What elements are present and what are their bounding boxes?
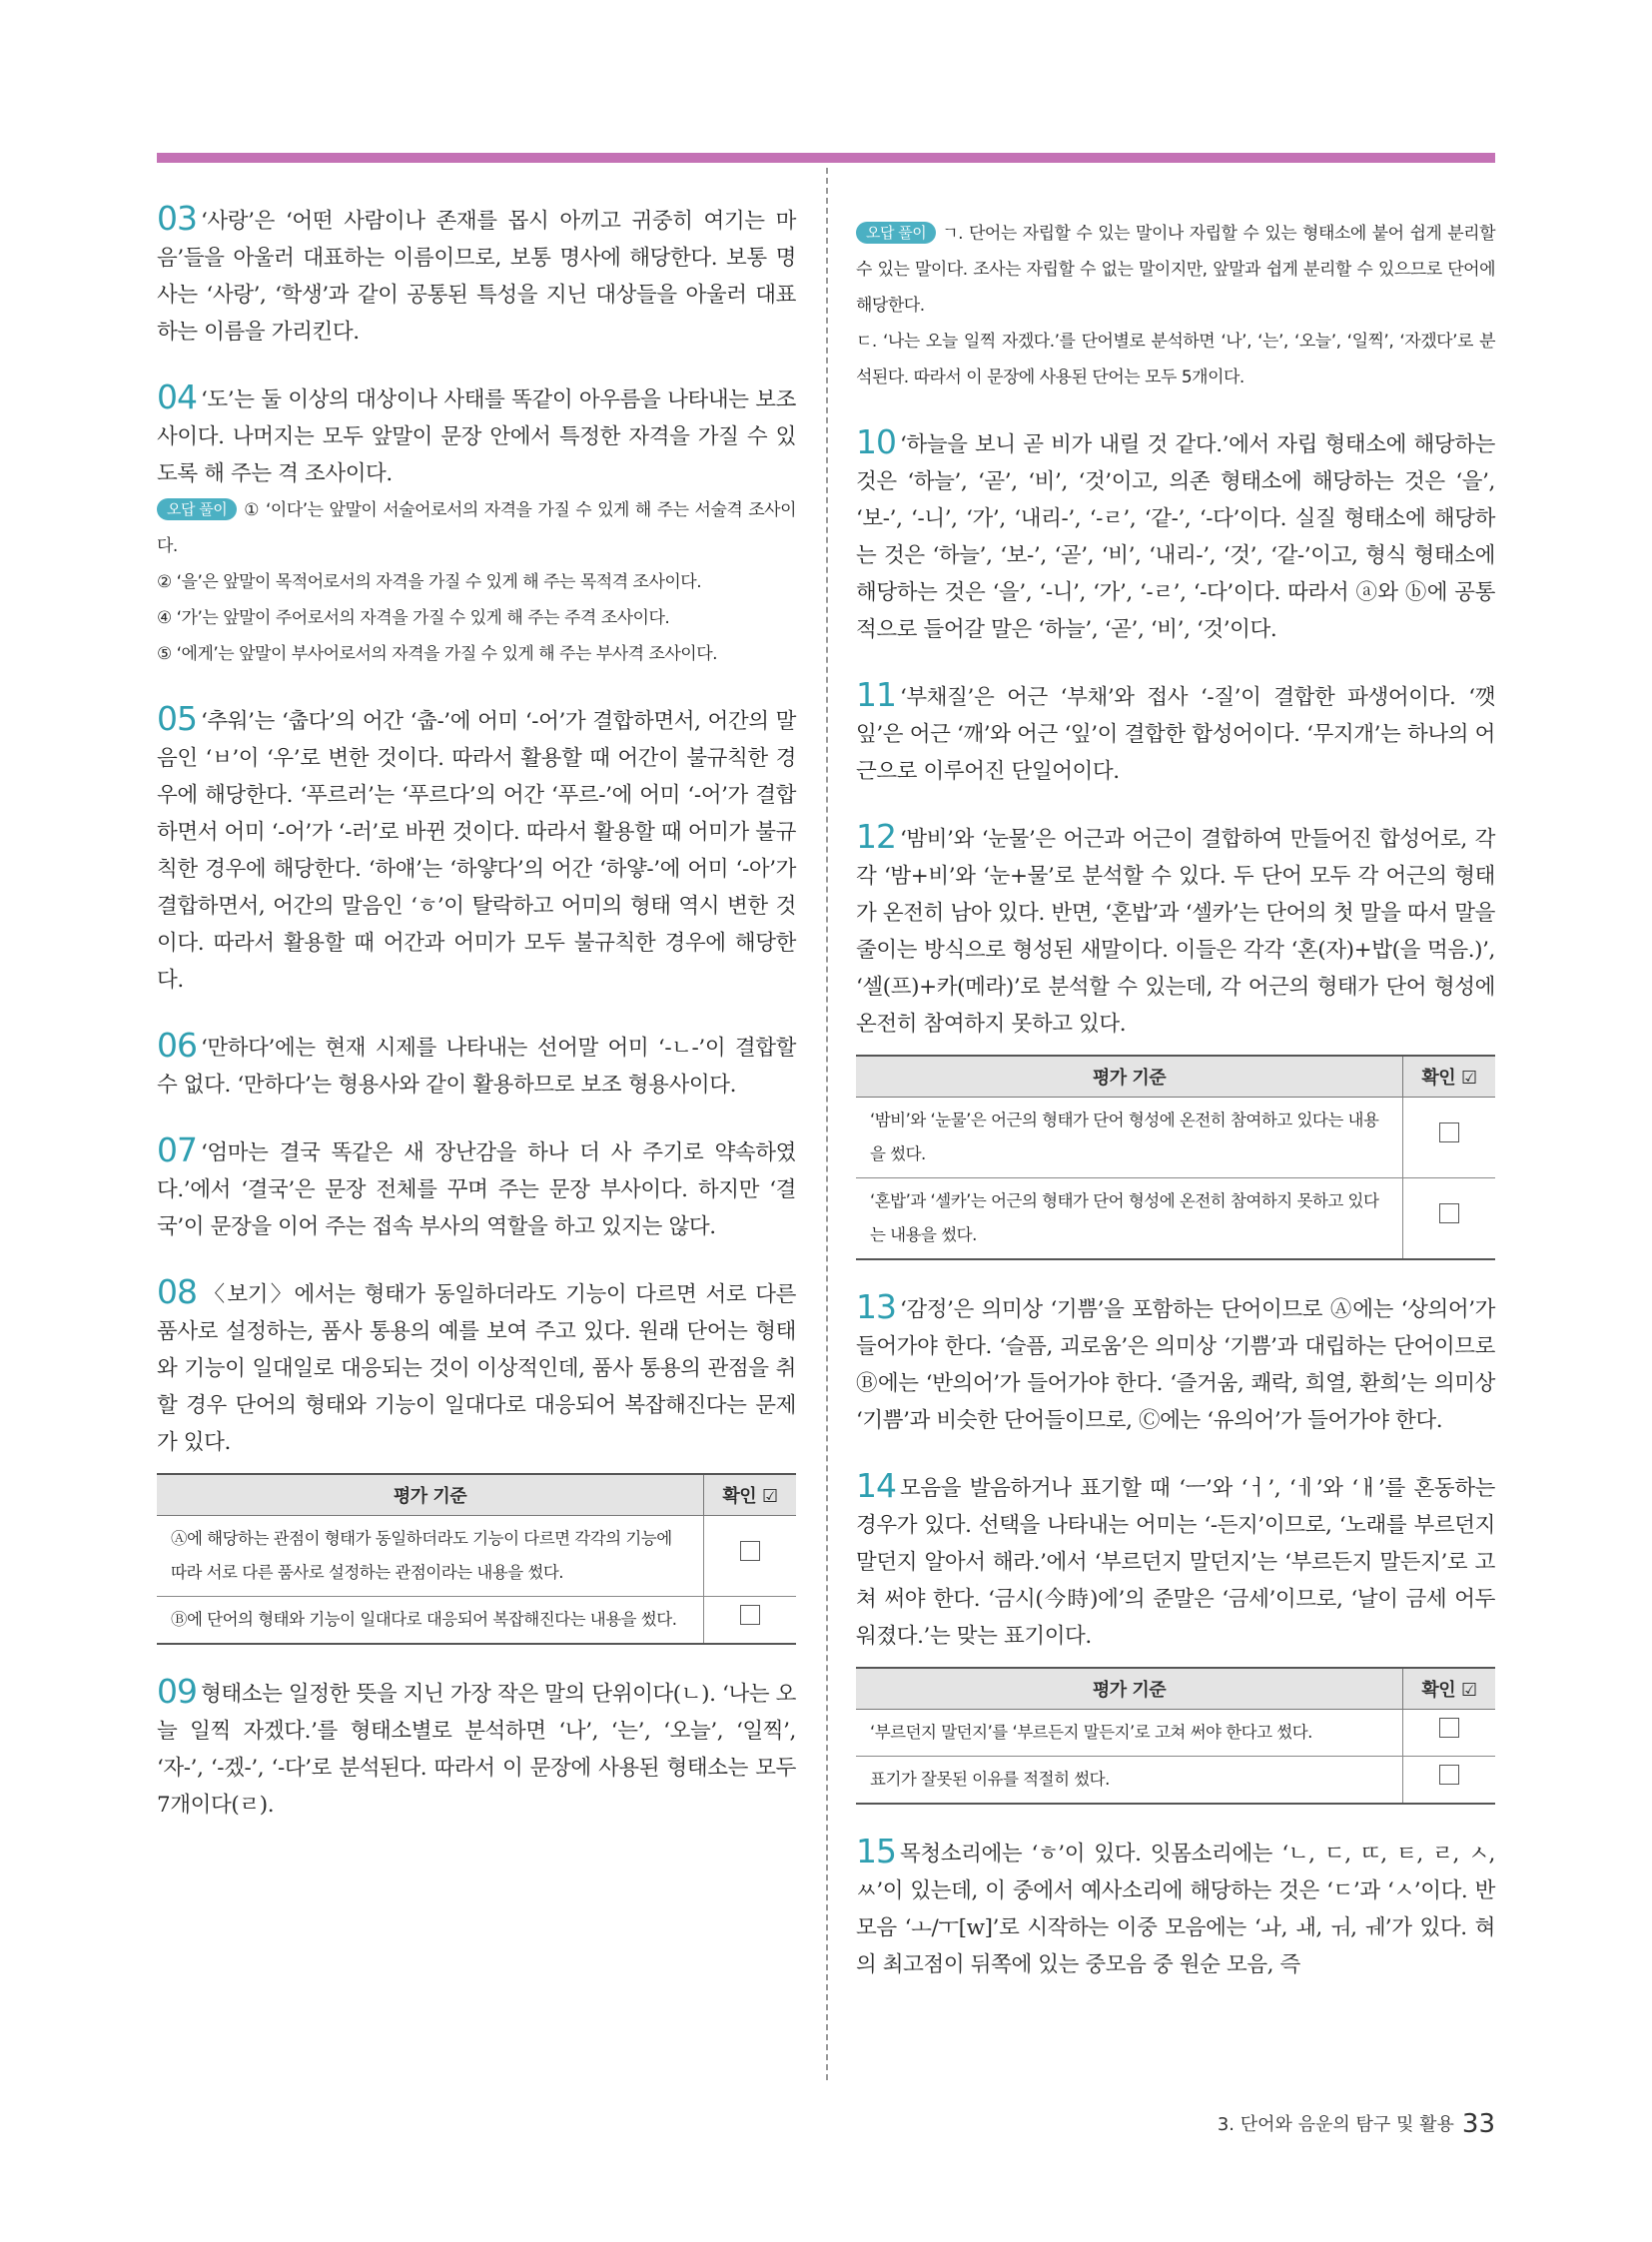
answer-07	[157, 1131, 796, 1245]
checkbox[interactable]	[1439, 1765, 1459, 1785]
table-row	[157, 1597, 796, 1645]
checkbox[interactable]	[740, 1541, 760, 1561]
wrong-answer-text: ② ‘을’은 앞말이 목적어로서의 자격을 가질 수 있게 해 주는 목적격 조사이다.	[157, 572, 702, 592]
item-number: 15	[856, 1832, 896, 1870]
item-number: 12	[856, 817, 896, 856]
item-number: 14	[856, 1466, 896, 1505]
top-accent-bar	[157, 153, 1495, 163]
checkbox[interactable]	[1439, 1122, 1459, 1142]
explanation-text: ‘사랑’은 ‘어떤 사람이나 존재를 몹시 아끼고 귀중히 여기는 마음’들을 아울러 대표하는 이름이므로, 보통 명사에 해당한다. 보통 명사는 ‘사랑’, ‘학생’과 같이 공통된 특성을 지닌 대상들을 아울러 대표하는 이름을 가리킨다.	[157, 209, 796, 345]
explanation-text: 모음을 발음하거나 표기할 때 ‘ㅡ’와 ‘ㅓ’, ‘ㅔ’와 ‘ㅐ’를 혼동하는 경우가 있다. 선택을 나타내는 어미는 ‘-든지’이므로, ‘노래를 부르던지 말던지 알아서 해라.’에서 ‘부르던지 말던지’는 ‘부르든지 말든지’로 고쳐 써야 한다. ‘금시(今時)에’의 준말은 ‘금세’이므로, ‘날이 금세 어두워졌다.’는 맞는 표기이다.	[856, 1476, 1495, 1649]
criterion-text: ‘부르던지 말던지’를 ‘부르든지 말든지’로 고쳐 써야 한다고 썼다.	[856, 1710, 1403, 1757]
table-row	[856, 1757, 1495, 1805]
item-number: 05	[157, 699, 197, 738]
item-number: 09	[157, 1672, 197, 1711]
explanation-text: ‘도’는 둘 이상의 대상이나 사태를 똑같이 아우름을 나타내는 보조사이다. 나머지는 모두 앞말이 문장 안에서 특정한 자격을 가질 수 있도록 해 주는 격 조사이다.	[157, 387, 796, 486]
explanation-text: ‘하늘을 보니 곧 비가 내릴 것 같다.’에서 자립 형태소에 해당하는 것은 ‘하늘’, ‘곧’, ‘비’, ‘것’이고, 의존 형태소에 해당하는 것은 ‘을’, ‘보-’, ‘-니’, ‘가’, ‘내리-’, ‘-ㄹ’, ‘같-’, ‘-다’이다. 실질 형태소에 해당하는 것은 ‘하늘’, ‘보-’, ‘곧’, ‘비’, ‘내리-’, ‘것’, ‘같-’이고, 형식 형태소에 해당하는 것은 ‘을’, ‘-니’, ‘가’, ‘-ㄹ’, ‘-다’이다. 따라서 ⓐ와 ⓑ에 공통적으로 들어갈 말은 ‘하늘’, ‘곧’, ‘비’, ‘것’이다.	[856, 432, 1495, 642]
explanation-text: 〈보기〉에서는 형태가 동일하더라도 기능이 다르면 서로 다른 품사로 설정하는, 품사 통용의 예를 보여 주고 있다. 원래 단어는 형태와 기능이 일대일로 대응되는 것이 이상적인데, 품사 통용의 관점을 취할 경우 단어의 형태와 기능이 일대다로 대응되어 복잡해진다는 문제가 있다.	[157, 1282, 796, 1455]
answer-05	[157, 700, 796, 999]
page-number: 33	[1461, 2109, 1495, 2139]
answer-13	[856, 1288, 1495, 1439]
answer-15	[856, 1833, 1495, 1983]
wrong-answer-text: ㄷ. ‘나는 오늘 일찍 자겠다.’를 단어별로 분석하면 ‘나’, ‘는’, ‘오늘’, ‘일찍’, ‘자겠다’로 분석된다. 따라서 이 문장에 사용된 단어는 모두 5개이다.	[856, 332, 1495, 387]
eval-header: 평가 기준	[856, 1056, 1403, 1098]
page-footer	[1218, 2109, 1495, 2139]
check-header: 확인 ☑	[1403, 1056, 1496, 1098]
table-row	[856, 1098, 1495, 1178]
item-number: 11	[856, 675, 896, 714]
left-column	[157, 200, 796, 1852]
evaluation-table	[856, 1667, 1495, 1805]
item-number: 04	[157, 377, 197, 416]
criterion-text: 표기가 잘못된 이유를 적절히 썼다.	[856, 1757, 1403, 1805]
item-number: 13	[856, 1287, 896, 1326]
explanation-text: ‘부채질’은 어근 ‘부채’와 접사 ‘-질’이 결합한 파생어이다. ‘깻잎’은 어근 ‘깨’와 어근 ‘잎’이 결합한 합성어이다. ‘무지개’는 하나의 어근으로 이루어진 단일어이다.	[856, 685, 1495, 784]
table-row	[856, 1178, 1495, 1260]
criterion-text: Ⓑ에 단어의 형태와 기능이 일대다로 대응되어 복잡해진다는 내용을 썼다.	[157, 1597, 704, 1645]
section-title: 3. 단어와 음운의 탐구 및 활용	[1217, 2114, 1454, 2135]
explanation-text: ‘만하다’에는 현재 시제를 나타내는 선어말 어미 ‘-ㄴ-’이 결합할 수 없다. ‘만하다’는 형용사와 같이 활용하므로 보조 형용사이다.	[157, 1036, 796, 1098]
table-row	[856, 1710, 1495, 1757]
answer-12	[856, 818, 1495, 1260]
check-header: 확인 ☑	[1403, 1668, 1496, 1710]
answer-04	[157, 378, 796, 672]
eval-header: 평가 기준	[157, 1474, 704, 1516]
evaluation-table	[856, 1055, 1495, 1260]
explanation-text: ‘엄마는 결국 똑같은 새 장난감을 하나 더 사 주기로 약속하였다.’에서 ‘결국’은 문장 전체를 꾸며 주는 문장 부사이다. 하지만 ‘결국’이 문장을 이어 주는 접속 부사의 역할을 하고 있지는 않다.	[157, 1140, 796, 1239]
item-number: 10	[856, 422, 896, 461]
answer-14	[856, 1467, 1495, 1805]
check-header: 확인 ☑	[704, 1474, 797, 1516]
explanation-text: ‘밤비’와 ‘눈물’은 어근과 어근이 결합하여 만들어진 합성어로, 각각 ‘밤+비’와 ‘눈+물’로 분석할 수 있다. 두 단어 모두 각 어근의 형태가 온전히 남아 있다. 반면, ‘혼밥’과 ‘셀카’는 단어의 첫 말을 따서 말을 줄이는 방식으로 형성된 새말이다. 이들은 각각 ‘혼(자)+밥(을 먹음.)’, ‘셀(프)+카(메라)’로 분석할 수 있는데, 각 어근의 형태가 단어 형성에 온전히 참여하지 못하고 있다.	[856, 827, 1495, 1037]
answer-06	[157, 1027, 796, 1104]
wrong-answer-text: ④ ‘가’는 앞말이 주어로서의 자격을 가질 수 있게 해 주는 주격 조사이다.	[157, 608, 670, 628]
criterion-text: ‘밤비’와 ‘눈물’은 어근의 형태가 단어 형성에 온전히 참여하고 있다는 내용을 썼다.	[856, 1098, 1403, 1178]
checkbox[interactable]	[740, 1605, 760, 1625]
explanation-text: ‘추워’는 ‘춥다’의 어간 ‘춥-’에 어미 ‘-어’가 결합하면서, 어간의 말음인 ‘ㅂ’이 ‘우’로 변한 것이다. 따라서 활용할 때 어간이 불규칙한 경우에 해당한다. ‘푸르러’는 ‘푸르다’의 어간 ‘푸르-’에 어미 ‘-어’가 결합하면서 어미 ‘-어’가 ‘-러’로 바뀐 것이다. 따라서 활용할 때 어미가 불규칙한 경우에 해당한다. ‘하얘’는 ‘하얗다’의 어간 ‘하얗-’에 어미 ‘-아’가 결합하면서, 어간의 말음인 ‘ㅎ’이 탈락하고 어미의 형태 역시 변한 것이다. 따라서 활용할 때 어간과 어미가 모두 불규칙한 경우에 해당한다.	[157, 709, 796, 993]
answer-10	[856, 423, 1495, 648]
wrong-answer-text: ⑤ ‘에게’는 앞말이 부사어로서의 자격을 가질 수 있게 해 주는 부사격 조사이다.	[157, 644, 718, 664]
table-row	[157, 1516, 796, 1597]
wrong-answer-text: ① ‘이다’는 앞말이 서술어로서의 자격을 가질 수 있게 해 주는 서술격 조사이다.	[157, 500, 796, 556]
evaluation-table	[157, 1473, 796, 1645]
answer-09-continued	[856, 216, 1495, 395]
explanation-text: 목청소리에는 ‘ㅎ’이 있다. 잇몸소리에는 ‘ㄴ, ㄷ, ㄸ, ㅌ, ㄹ, ㅅ, ㅆ’이 있는데, 이 중에서 예사소리에 해당하는 것은 ‘ㄷ’과 ‘ㅅ’이다. 반모음 ‘ㅗ/ㅜ[w]’로 시작하는 이중 모음에는 ‘ㅘ, ㅙ, ㅝ, ㅞ’가 있다. 혀의 최고점이 뒤쪽에 있는 중모음 중 원순 모음, 즉	[856, 1842, 1495, 1977]
eval-header: 평가 기준	[856, 1668, 1403, 1710]
answer-03	[157, 200, 796, 351]
item-number: 06	[157, 1026, 197, 1065]
answer-09	[157, 1673, 796, 1824]
item-number: 07	[157, 1130, 197, 1169]
wrong-answer-badge: 오답 풀이	[856, 222, 936, 244]
checkbox[interactable]	[1439, 1718, 1459, 1738]
criterion-text: Ⓐ에 해당하는 관점이 형태가 동일하더라도 기능이 다르면 각각의 기능에 따라 서로 다른 품사로 설정하는 관점이라는 내용을 썼다.	[157, 1516, 704, 1597]
item-number: 03	[157, 199, 197, 238]
item-number: 08	[157, 1272, 197, 1311]
criterion-text: ‘혼밥’과 ‘셀카’는 어근의 형태가 단어 형성에 온전히 참여하지 못하고 있다는 내용을 썼다.	[856, 1178, 1403, 1260]
right-column	[856, 216, 1495, 2011]
explanation-text: 형태소는 일정한 뜻을 지닌 가장 작은 말의 단위이다(ㄴ). ‘나는 오늘 일찍 자겠다.’를 형태소별로 분석하면 ‘나’, ‘는’, ‘오늘’, ‘일찍’, ‘자-’, ‘-겠-’, ‘-다’로 분석된다. 따라서 이 문장에 사용된 형태소는 모두 7개이다(ㄹ).	[157, 1682, 796, 1818]
wrong-answer-text: ㄱ. 단어는 자립할 수 있는 말이나 자립할 수 있는 형태소에 붙어 쉽게 분리할 수 있는 말이다. 조사는 자립할 수 없는 말이지만, 앞말과 쉽게 분리할 수 있으므로 단어에 해당한다.	[856, 224, 1495, 316]
answer-08	[157, 1273, 796, 1645]
wrong-answer-badge: 오답 풀이	[157, 498, 237, 520]
column-divider	[826, 168, 828, 2080]
answer-11	[856, 676, 1495, 790]
explanation-text: ‘감정’은 의미상 ‘기쁨’을 포함하는 단어이므로 Ⓐ에는 ‘상의어’가 들어가야 한다. ‘슬픔, 괴로움’은 의미상 ‘기쁨’과 대립하는 단어이므로 Ⓑ에는 ‘반의어’가 들어가야 한다. ‘즐거움, 쾌락, 희열, 환희’는 의미상 ‘기쁨’과 비슷한 단어들이므로, Ⓒ에는 ‘유의어’가 들어가야 한다.	[856, 1297, 1495, 1433]
checkbox[interactable]	[1439, 1203, 1459, 1223]
